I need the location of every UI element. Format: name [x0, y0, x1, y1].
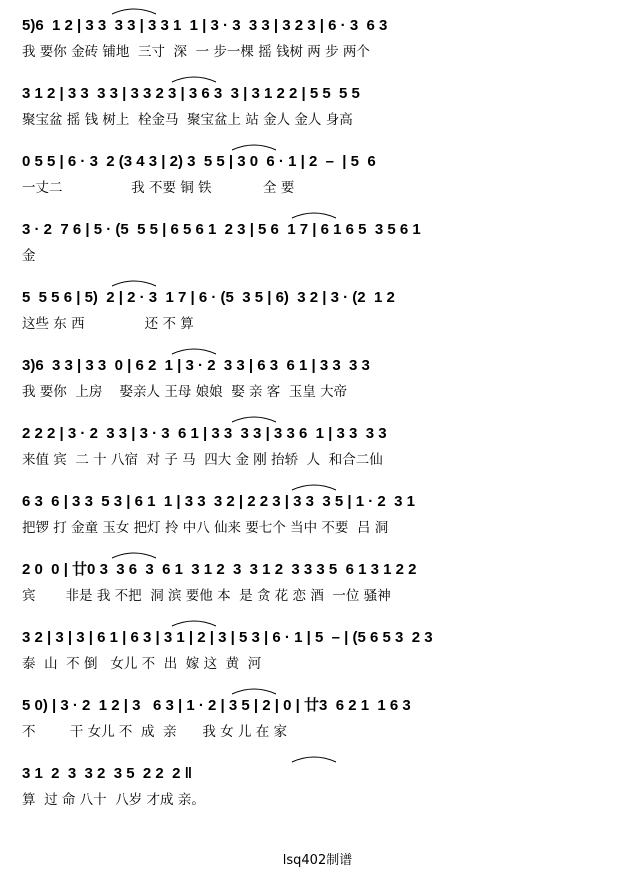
score-notes-row: 3 1 2 | 3 3 3 3 | 3 3 2 3 | 3 6 3 3 | 3 1 2 2 | 5 5 5 5	[22, 85, 360, 102]
slur-mark	[112, 553, 156, 558]
slur-mark	[232, 145, 276, 150]
score-notes-row: 0 5 5 | 6 · 3 2 (3 4 3 | 2) 3 5 5 | 3 0 6 · 1 | 2 – | 5 6	[22, 153, 376, 170]
slur-mark	[112, 281, 156, 286]
slur-mark	[292, 757, 336, 762]
score-lyrics-row: 算 过 命 八十 八岁 才成 亲。	[22, 792, 205, 808]
slur-mark	[172, 621, 216, 626]
score-notes-row: 5)6 1 2 | 3 3 3 3 | 3 3 1 1 | 3 · 3 3 3 | 3 2 3 | 6 · 3 6 3	[22, 17, 388, 34]
slur-mark	[232, 417, 276, 422]
score-lyrics-row: 金	[22, 248, 36, 264]
slur-mark	[292, 213, 336, 218]
score-notes-row: 3 2 | 3 | 3 | 6 1 | 6 3 | 3 1 | 2 | 3 | 5 3 | 6 · 1 | 5 – | (5 6 5 3 2 3	[22, 629, 433, 646]
score-lyrics-row: 宾 非是 我 不把 洞 滨 要他 本 是 贪 花 恋 酒 一位 骚神	[22, 588, 391, 604]
score-lyrics-row: 我 要你 金砖 铺地 三寸 深 一 步一棵 摇 钱树 两 步 两个	[22, 44, 370, 60]
score-lyrics-row: 泰 山 不 倒 女儿 不 出 嫁 这 黄 河	[22, 656, 262, 672]
score-notes-row: 2 2 2 | 3 · 2 3 3 | 3 · 3 6 1 | 3 3 3 3 | 3 3 6 1 | 3 3 3 3	[22, 425, 387, 442]
score-notes-row: 3)6 3 3 | 3 3 0 | 6 2 1 | 3 · 2 3 3 | 6 3 6 1 | 3 3 3 3	[22, 357, 370, 374]
slur-mark	[232, 689, 276, 694]
score-lyrics-row: 把锣 打 金童 玉女 把灯 拎 中八 仙来 要七个 当中 不要 吕 洞	[22, 520, 389, 536]
score-lyrics-row: 一丈二 我 不要 铜 铁 全 要	[22, 180, 295, 196]
score-notes-row: 5 0) | 3 · 2 1 2 | 3 6 3 | 1 · 2 | 3 5 | 2 | 0 | 廿3 6 2 1 1 6 3	[22, 697, 411, 714]
score-notes-row: 6 3 6 | 3 3 5 3 | 6 1 1 | 3 3 3 2 | 2 2 3 | 3 3 3 5 | 1 · 2 3 1	[22, 493, 415, 510]
score-notes-row: 3 · 2 7 6 | 5 · (5 5 5 | 6 5 6 1 2 3 | 5 6 1 7 | 6 1 6 5 3 5 6 1	[22, 221, 421, 238]
score-lyrics-row: 来值 宾 二 十 八宿 对 子 马 四大 金 刚 抬轿 人 和合二仙	[22, 452, 383, 468]
score-lyrics-row: 这些 东 西 还 不 算	[22, 316, 194, 332]
score-lyrics-row: 我 要你 上房 娶亲人 王母 娘娘 娶 亲 客 玉皇 大帝	[22, 384, 348, 400]
score-notes-row: 3 1 2 3 3 2 3 5 2 2 2 ‖	[22, 765, 193, 782]
slur-mark	[172, 349, 216, 354]
score-lyrics-row: 聚宝盆 摇 钱 树上 栓金马 聚宝盆上 站 金人 金人 身高	[22, 112, 353, 128]
score-lyrics-row: 不 干 女儿 不 成 亲 我 女 儿 在 家	[22, 724, 287, 740]
slur-mark	[172, 77, 216, 82]
slur-mark	[292, 485, 336, 490]
score-author-credit: lsq402制谱	[282, 853, 353, 868]
slur-mark	[112, 9, 156, 14]
score-notes-row: 2 0 0 | 廿0 3 3 6 3 6 1 3 1 2 3 3 1 2 3 3 3 5 6 1 3 1 2 2	[22, 561, 417, 578]
score-notes-row: 5 5 5 6 | 5) 2 | 2 · 3 1 7 | 6 · (5 3 5 | 6) 3 2 | 3 · (2 1 2	[22, 289, 395, 306]
